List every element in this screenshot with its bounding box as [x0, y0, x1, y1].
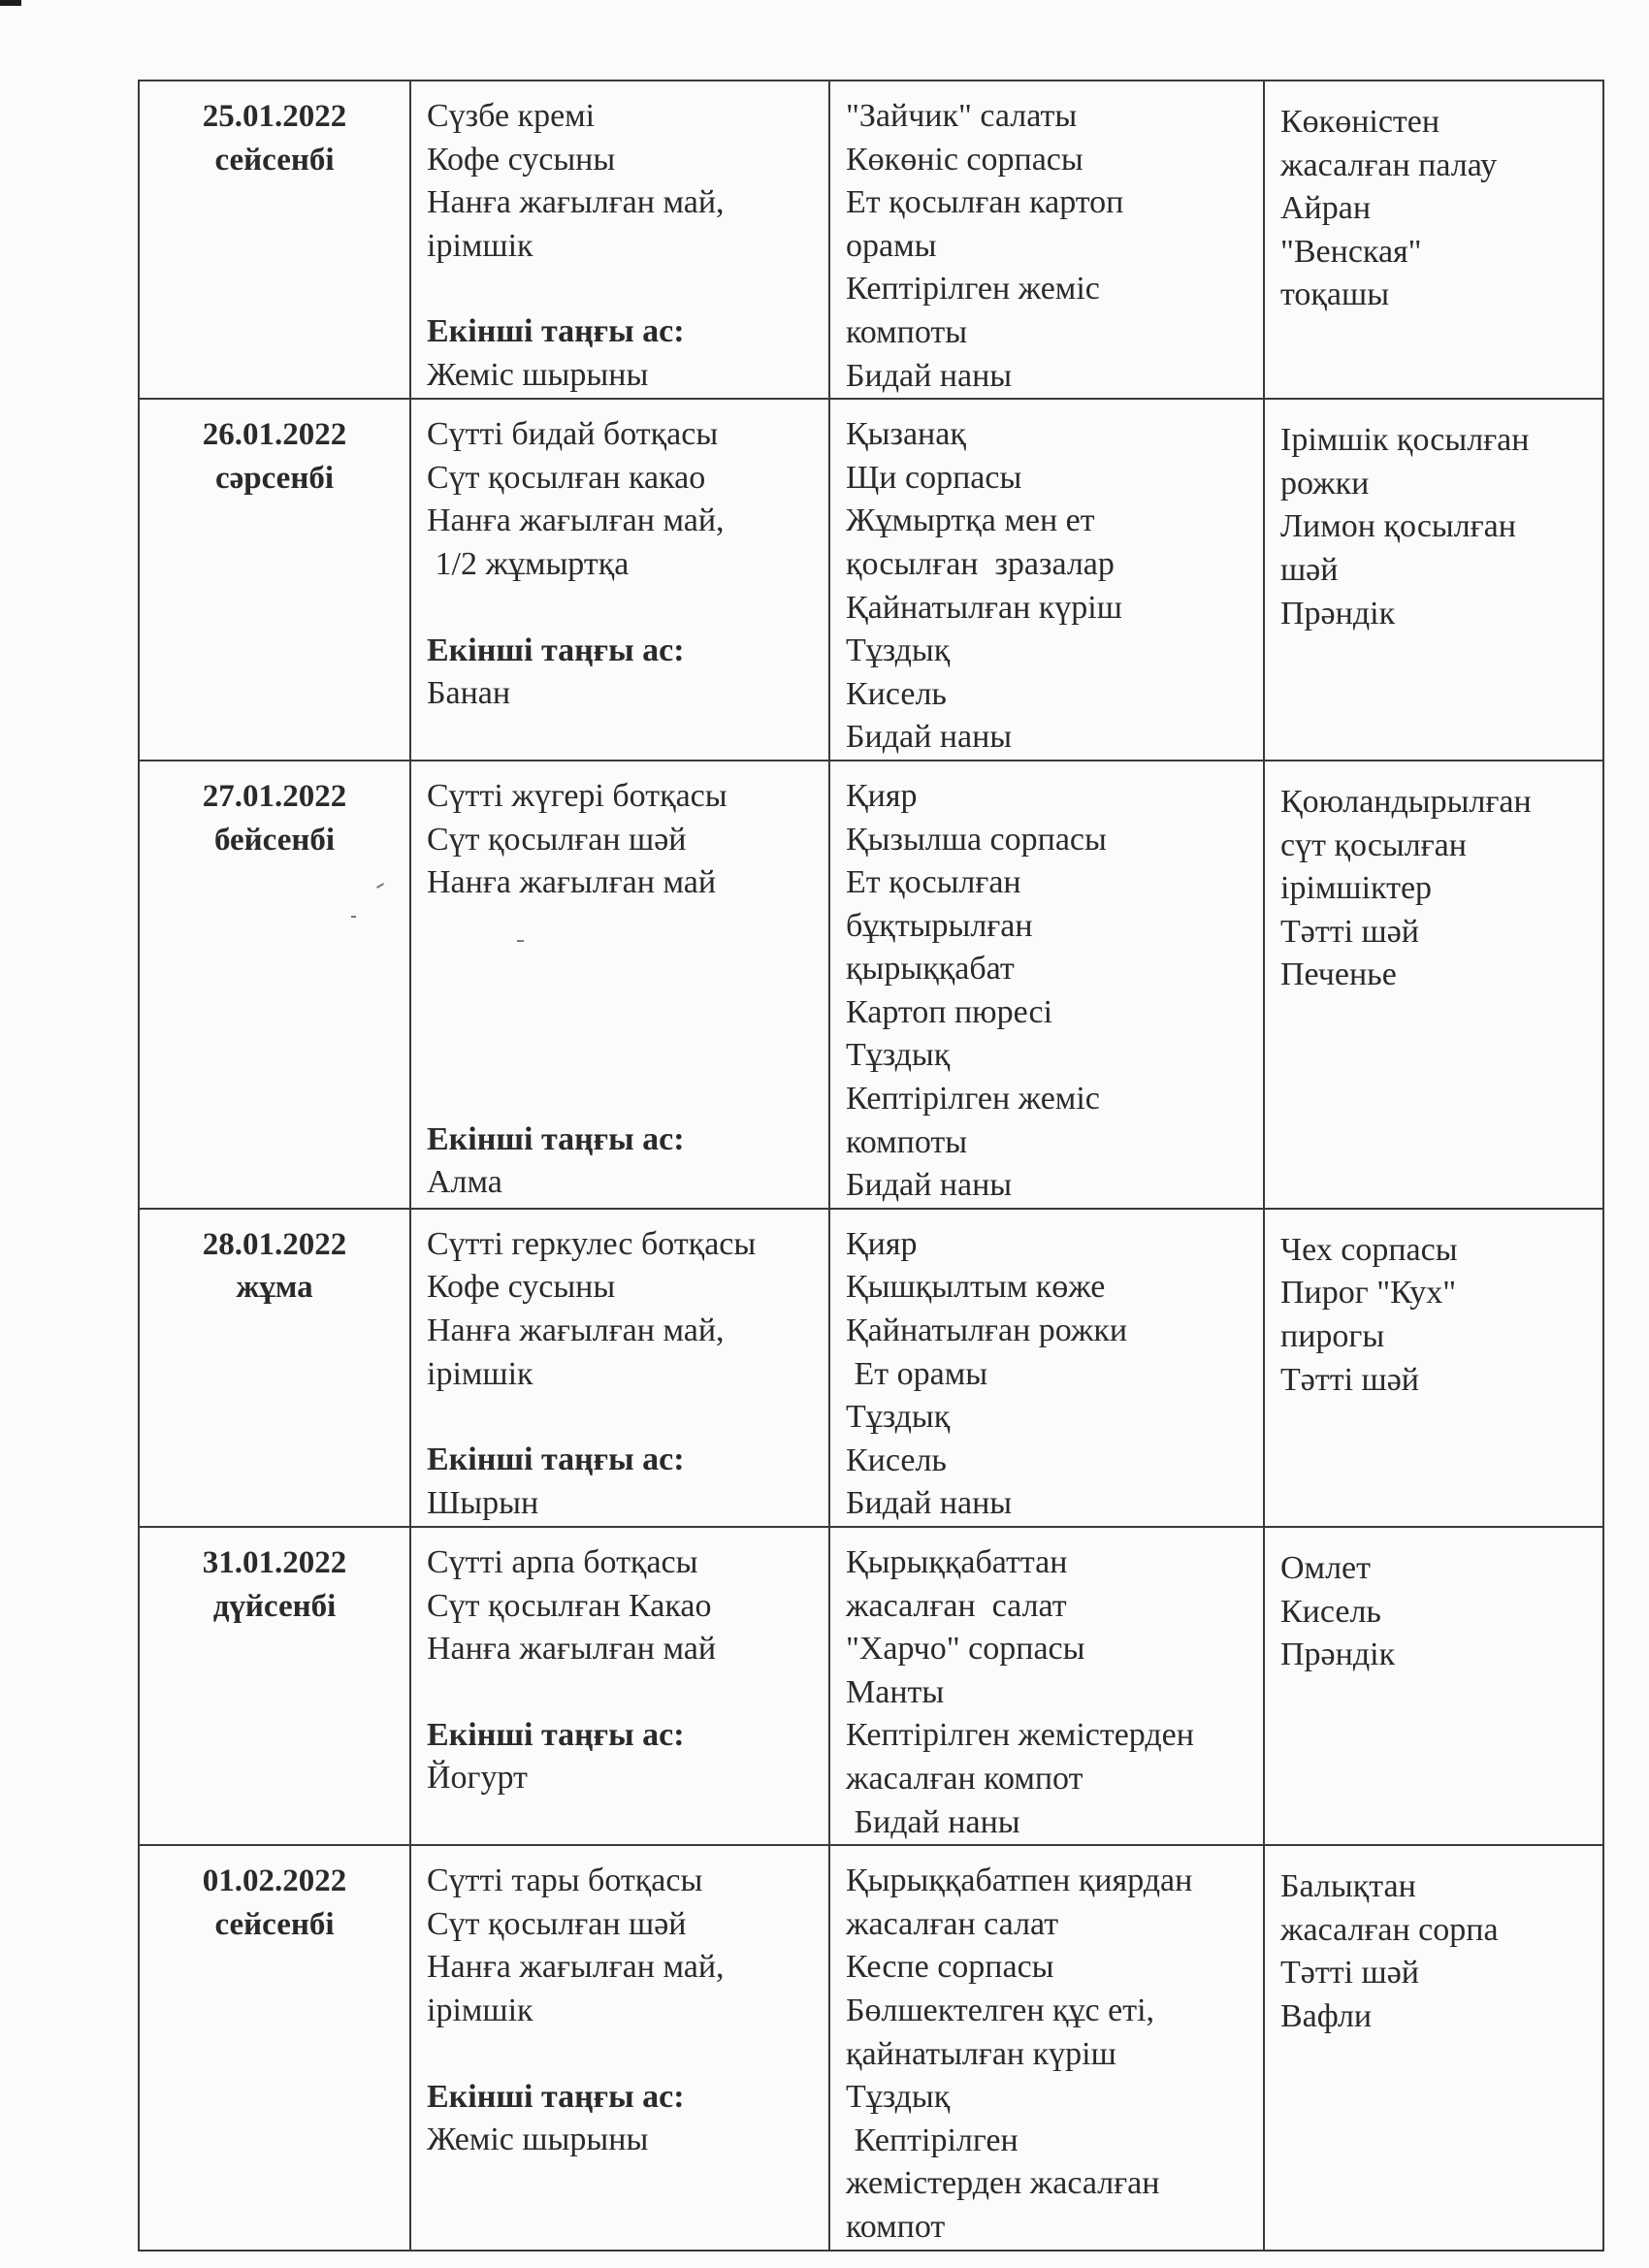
breakfast-cell: [410, 1845, 829, 2250]
lunch-item: Тұздық: [846, 632, 951, 669]
lunch-item: Тұздық: [846, 1037, 951, 1074]
breakfast-item: ірімшік: [427, 227, 534, 264]
second-breakfast-item: Жеміс шырыны: [427, 356, 649, 393]
lunch-item: "Харчо" сорпасы: [846, 1631, 1085, 1668]
dinner-item: рожки: [1280, 465, 1370, 502]
date-cell: [139, 761, 410, 1209]
lunch-item: Қызылша сорпасы: [846, 821, 1107, 858]
dinner-cell: [1264, 1209, 1603, 1527]
lunch-item: компоты: [846, 1123, 968, 1160]
dinner-cell: [1264, 81, 1603, 399]
lunch-item: жасалған салат: [846, 1587, 1067, 1624]
lunch-item: бұқтырылған: [846, 907, 1033, 944]
lunch-item: Қырыққабаттан: [846, 1544, 1068, 1580]
second-breakfast-label: Екінші таңғы ас:: [427, 1442, 685, 1478]
dinner-item: Ірімшік қосылған: [1280, 422, 1530, 459]
lunch-item: Бидай наны: [846, 1167, 1013, 1204]
lunch-cell: [829, 1845, 1264, 2250]
breakfast-cell: [410, 1209, 829, 1527]
dinner-item: Прәндік: [1280, 595, 1396, 632]
lunch-item: Тұздық: [846, 1399, 951, 1436]
breakfast-item: Нанға жағылған май,: [427, 502, 725, 539]
second-breakfast-label: Екінші таңғы ас:: [427, 2078, 685, 2115]
date-cell: [139, 1209, 410, 1527]
dinner-item: Қоюландырылған: [1280, 783, 1532, 820]
date-text: 28.01.2022: [202, 1226, 347, 1262]
lunch-item: Кептірілген жемістерден: [846, 1717, 1194, 1754]
breakfast-item: Сүзбе кремі: [427, 98, 596, 134]
lunch-item: Кептірілген жеміс: [846, 1081, 1100, 1118]
dinner-item: Вафли: [1280, 1997, 1373, 2034]
date-text: 01.02.2022: [202, 1863, 347, 1899]
dinner-item: Омлет: [1280, 1550, 1371, 1586]
second-breakfast-item: Жеміс шырыны: [427, 2122, 649, 2158]
dinner-item: пирогы: [1280, 1318, 1385, 1355]
breakfast-item: Сүт қосылған какао: [427, 459, 706, 496]
lunch-item: Кисель: [846, 1442, 947, 1478]
breakfast-item: Нанға жағылған май,: [427, 1312, 725, 1349]
lunch-item: Қияр: [846, 1225, 918, 1262]
lunch-item: Кеспе сорпасы: [846, 1949, 1054, 1986]
breakfast-item: Сүтті жүгері ботқасы: [427, 777, 728, 814]
lunch-item: Ет орамы: [846, 1355, 988, 1392]
breakfast-cell: [410, 399, 829, 761]
lunch-item: Бидай наны: [846, 1803, 1020, 1840]
breakfast-cell: [410, 761, 829, 1209]
breakfast-cell: [410, 81, 829, 399]
lunch-item: Қайнатылған күріш: [846, 589, 1122, 626]
lunch-item: қосылған зразалар: [846, 545, 1115, 582]
lunch-cell: [829, 81, 1264, 399]
breakfast-item: Нанға жағылған май: [427, 864, 717, 901]
lunch-item: орамы: [846, 227, 937, 264]
breakfast-cell: [410, 1527, 829, 1845]
breakfast-item: 1/2 жұмыртқа: [427, 545, 630, 582]
breakfast-item: Сүтті бидай ботқасы: [427, 416, 719, 453]
second-breakfast-label: Екінші таңғы ас:: [427, 313, 685, 350]
lunch-item: қайнатылған күріш: [846, 2035, 1116, 2072]
dinner-cell: [1264, 1527, 1603, 1845]
dinner-item: Лимон қосылған: [1280, 508, 1516, 545]
breakfast-item: Сүт қосылған Какао: [427, 1587, 712, 1624]
date-text: 31.01.2022: [202, 1545, 347, 1580]
scan-corner-mark: [0, 0, 21, 6]
lunch-item: Картоп пюресі: [846, 993, 1053, 1030]
dinner-item: Айран: [1280, 190, 1372, 227]
lunch-item: Бидай наны: [846, 357, 1013, 394]
spacer: [427, 905, 815, 1118]
dinner-item: шәй: [1280, 551, 1339, 588]
dinner-cell: [1264, 761, 1603, 1209]
menu-row: [139, 1527, 1603, 1845]
spacer: [427, 1671, 815, 1714]
lunch-cell: [829, 761, 1264, 1209]
dinner-item: сүт қосылған: [1280, 826, 1467, 863]
menu-row: [139, 761, 1603, 1209]
menu-row: [139, 1209, 1603, 1527]
dinner-item: Тәтті шәй: [1280, 1361, 1419, 1398]
lunch-item: Жұмыртқа мен ет: [846, 502, 1095, 539]
dinner-item: жасалған сорпа: [1280, 1911, 1499, 1948]
dinner-item: Балықтан: [1280, 1868, 1416, 1905]
breakfast-item: ірімшік: [427, 1355, 534, 1392]
lunch-item: Манты: [846, 1673, 945, 1710]
dinner-cell: [1264, 1845, 1603, 2250]
lunch-cell: [829, 1527, 1264, 1845]
dinner-cell: [1264, 399, 1603, 761]
breakfast-item: Нанға жағылған май,: [427, 1949, 725, 1986]
lunch-item: Ет қосылған: [846, 864, 1021, 901]
lunch-item: Бөлшектелген құс еті,: [846, 1992, 1155, 2028]
lunch-item: Бидай наны: [846, 719, 1013, 756]
spacer: [427, 587, 815, 630]
menu-row: [139, 399, 1603, 761]
lunch-cell: [829, 1209, 1264, 1527]
breakfast-item: Сүт қосылған шәй: [427, 821, 687, 858]
lunch-item: жасалған салат: [846, 1905, 1059, 1942]
weekday-text: дүйсенбі: [212, 1588, 337, 1624]
lunch-item: Кептірілген жеміс: [846, 271, 1100, 308]
weekly-menu-table: [138, 80, 1604, 2252]
dinner-item: Кисель: [1280, 1593, 1381, 1630]
spacer: [427, 2033, 815, 2076]
date-cell: [139, 1527, 410, 1845]
lunch-item: Бидай наны: [846, 1485, 1013, 1522]
lunch-item: Қышқылтым көже: [846, 1269, 1106, 1306]
breakfast-item: Нанға жағылған май: [427, 1631, 717, 1668]
lunch-item: Көкөніс сорпасы: [846, 141, 1083, 178]
date-cell: [139, 399, 410, 761]
lunch-item: Тұздық: [846, 2079, 951, 2116]
date-text: 26.01.2022: [202, 417, 347, 453]
dinner-item: жасалған палау: [1280, 146, 1498, 183]
lunch-item: Кептірілген: [846, 2122, 1018, 2158]
spacer: [427, 268, 815, 310]
lunch-item: Ет қосылған картоп: [846, 184, 1124, 221]
date-text: 25.01.2022: [202, 99, 347, 134]
breakfast-item: Сүтті геркулес ботқасы: [427, 1225, 757, 1262]
dinner-item: ірімшіктер: [1280, 870, 1433, 907]
menu-row: [139, 81, 1603, 399]
second-breakfast-item: Шырын: [427, 1484, 539, 1521]
lunch-item: жемістерден жасалған: [846, 2165, 1160, 2202]
menu-table-body: [139, 81, 1603, 2251]
breakfast-item: ірімшік: [427, 1992, 534, 2028]
lunch-item: Қайнатылған рожки: [846, 1312, 1128, 1349]
lunch-item: қырыққабат: [846, 951, 1015, 988]
breakfast-item: Кофе сусыны: [427, 141, 616, 178]
breakfast-item: Сүтті тары ботқасы: [427, 1863, 703, 1899]
breakfast-item: Сүт қосылған шәй: [427, 1905, 687, 1942]
second-breakfast-item: Йогурт: [427, 1760, 528, 1797]
date-cell: [139, 1845, 410, 2250]
date-cell: [139, 81, 410, 399]
second-breakfast-label: Екінші таңғы ас:: [427, 1716, 685, 1753]
lunch-item: жасалған компот: [846, 1760, 1083, 1797]
dinner-item: Печенье: [1280, 956, 1397, 993]
spacer: [427, 1396, 815, 1439]
lunch-item: "Зайчик" салаты: [846, 98, 1078, 134]
breakfast-item: Сүтті арпа ботқасы: [427, 1544, 698, 1580]
second-breakfast-label: Екінші таңғы ас:: [427, 632, 685, 668]
date-text: 27.01.2022: [202, 778, 347, 814]
breakfast-item: Нанға жағылған май,: [427, 184, 725, 221]
menu-row: [139, 1845, 1603, 2250]
dinner-item: Тәтті шәй: [1280, 913, 1419, 950]
lunch-item: Щи сорпасы: [846, 459, 1022, 496]
lunch-item: Қызанақ: [846, 416, 966, 453]
dinner-item: тоқашы: [1280, 276, 1390, 313]
weekday-text: сейсенбі: [214, 1906, 335, 1942]
weekday-text: бейсенбі: [213, 822, 336, 858]
second-breakfast-item: Банан: [427, 675, 511, 712]
lunch-item: Кисель: [846, 675, 947, 712]
weekday-text: жұма: [236, 1270, 313, 1306]
second-breakfast-label: Екінші таңғы ас:: [427, 1120, 685, 1157]
dinner-item: Прәндік: [1280, 1636, 1396, 1673]
weekday-text: сәрсенбі: [214, 460, 335, 496]
lunch-cell: [829, 399, 1264, 761]
lunch-item: компот: [846, 2208, 946, 2245]
lunch-item: компоты: [846, 313, 968, 350]
second-breakfast-item: Алма: [427, 1164, 502, 1201]
dinner-item: Пирог "Кух": [1280, 1275, 1457, 1312]
dinner-item: Көкөністен: [1280, 104, 1440, 140]
weekday-text: сейсенбі: [214, 142, 335, 178]
dinner-item: Чех сорпасы: [1280, 1231, 1458, 1268]
lunch-item: Қырыққабатпен қиярдан: [846, 1863, 1193, 1899]
lunch-item: Қияр: [846, 777, 918, 814]
dinner-item: "Венская": [1280, 233, 1422, 270]
dinner-item: Тәтті шәй: [1280, 1955, 1419, 1992]
breakfast-item: Кофе сусыны: [427, 1269, 616, 1306]
